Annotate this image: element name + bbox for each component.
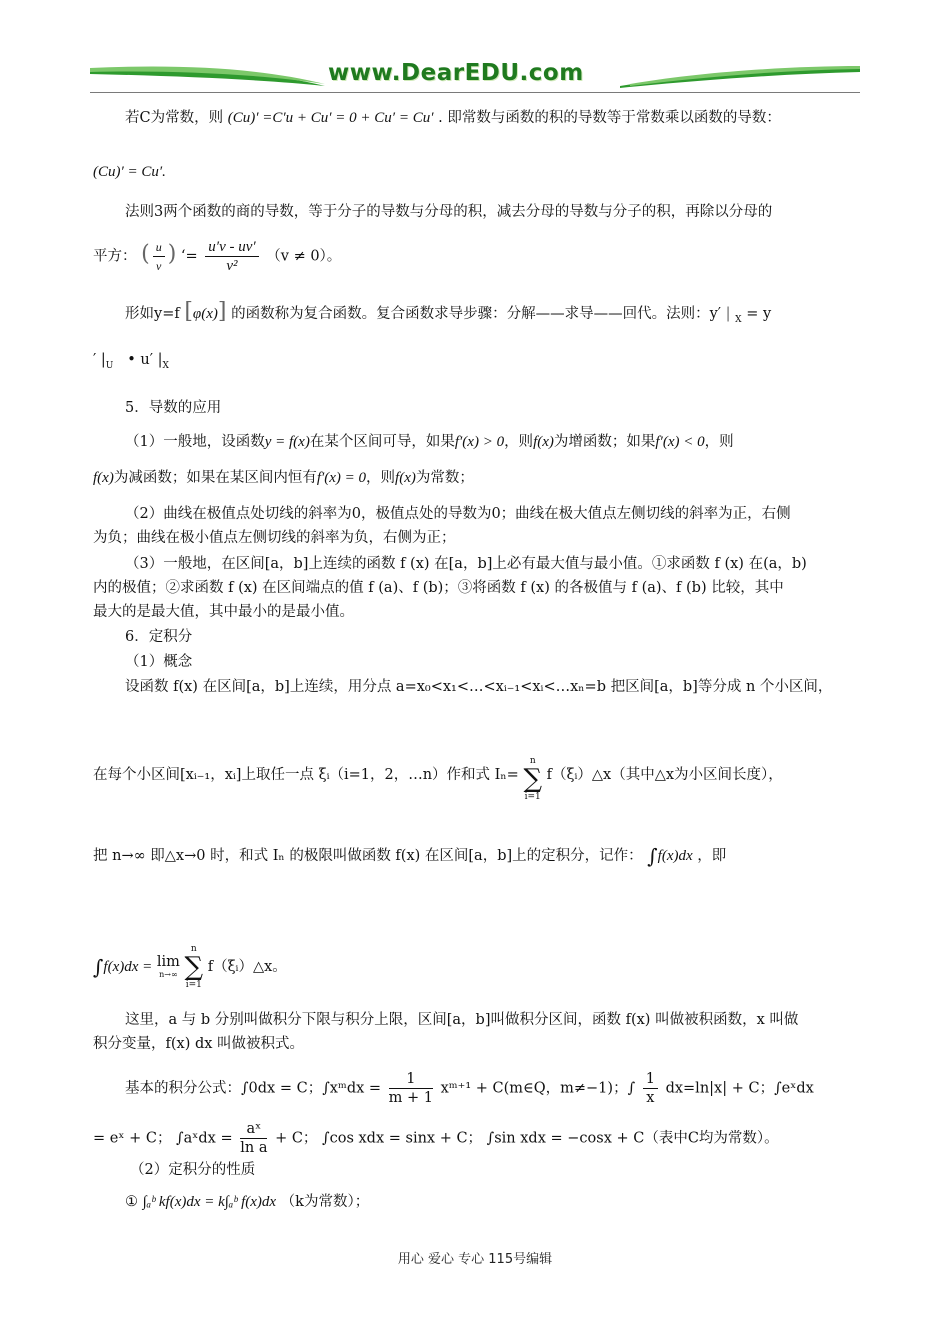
property-1: ① ∫ₐᵇ kf(x)dx = k∫ₐᵇ f(x)dx （k为常数）；	[125, 1194, 370, 1210]
paragraph-partition: 设函数 f(x) 在区间[a，b]上连续，用分点 a=x₀<x₁<…<xᵢ₋₁<xᵢ<…xₙ=b 把区间[a，b]等分成 n 个小区间，	[125, 679, 833, 695]
paren: )	[167, 241, 177, 267]
fraction: $\frac{1}{m + 1}$	[388, 1071, 433, 1106]
paren: (	[141, 241, 150, 267]
page-footer: 用心 爱心 专心 115号编辑	[397, 1252, 553, 1267]
text: 若C为常数，则	[125, 110, 224, 126]
paragraph-maxmin-3: 最大的是最大值，其中最小的是最小值。	[93, 604, 354, 620]
paragraph-extrema-2: 为负；曲线在极小值点左侧切线的斜率为负，右侧为正；	[93, 530, 456, 546]
limit: lim n→∞	[156, 954, 180, 979]
paragraph-basic-formulas-2: = eˣ + C； ∫aˣdx = $\frac{\text{aˣ}}{\text{ln a}}$ + C； ∫cos xdx = sinx + C； ∫sin xdx = −cosx + C（表中C均为常数）。	[93, 1121, 779, 1156]
section-5-title: 5．导数的应用	[125, 400, 222, 416]
text: （v ≠ 0）。	[266, 248, 342, 265]
formula-integral-limit: ∫f(x)dx = lim n→∞ n ∑ i=1 f（ξᵢ）△x。	[93, 944, 287, 990]
paragraph-basic-formulas-1: 基本的积分公式：∫0dx = C；∫xᵐdx = $\frac{1}{m + 1}$ xᵐ⁺¹ + C(m∈Q，m≠−1)；∫ $\frac{1}{x}$ dx=ln|x| + C；∫eˣdx	[125, 1071, 814, 1106]
paragraph-extrema-1: （2）曲线在极值点处切线的斜率为0，极值点处的导数为0；曲线在极大值点左侧切线的斜率为正，右侧	[125, 506, 791, 522]
sum-symbol: n ∑ i=1	[184, 944, 204, 990]
paragraph-maxmin-1: （3）一般地，在区间[a，b]上连续的函数 f (x) 在[a，b]上必有最大值与最小值。①求函数 f (x) 在(a，b)	[125, 556, 807, 572]
paragraph-monotone-1: （1）一般地，设函数y = f(x)在某个区间可导，如果f′(x) > 0，则f(x)为增函数；如果f′(x) < 0，则	[125, 434, 734, 450]
fraction: $\frac{1}{x}$	[643, 1070, 658, 1107]
header-rule	[90, 92, 860, 93]
fraction: $\frac{\text{aˣ}}{\text{ln a}}$	[240, 1121, 268, 1156]
fraction-quotient: $\frac{u'v - uv'}{\text{v²}}$	[205, 238, 258, 275]
paragraph-const-rule	[125, 108, 781, 128]
text: 形如y=f	[125, 306, 180, 322]
text: ‘=	[180, 248, 198, 265]
paragraph-integrand: 积分变量，f(x) dx 叫做被积式。	[93, 1036, 305, 1052]
paragraph-riemann-sum: 在每个小区间[xᵢ₋₁，xᵢ]上取任一点 ξᵢ（i=1，2，…n）作和式 Iₙ= n ∑ i=1 f（ξᵢ）△x（其中△x为小区间长度），	[93, 756, 783, 802]
sum-symbol: n ∑ i=1	[523, 756, 542, 802]
subsection-properties: （2）定积分的性质	[130, 1162, 256, 1178]
paragraph-quotient	[93, 238, 341, 275]
text: 平方：	[93, 248, 137, 265]
subsection-concept: （1）概念	[125, 654, 193, 670]
paragraph-monotone-2: f(x)为减函数；如果在某区间内恒有f′(x) = 0，则f(x)为常数；	[93, 470, 474, 486]
paragraph-maxmin-2: 内的极值；②求函数 f (x) 在区间端点的值 f (a)、f (b)；③将函数 f (x) 的各极值与 f (a)、f (b) 比较，其中	[93, 580, 784, 596]
fraction-uv: $\frac{u}{v}$	[153, 238, 165, 275]
paragraph-definite-integral: 把 n→∞ 即△x→0 时，和式 Iₙ 的极限叫做函数 f(x) 在区间[a，b]上的定积分，记作： ∫f(x)dx ，即	[93, 844, 727, 868]
text: 的函数称为复合函数。复合函数求导步骤：分解——求导——回代。法则：y′	[231, 306, 722, 322]
paragraph-rule3: 法则3两个函数的商的导数，等于分子的导数与分母的积，减去分母的导数与分子的积，再除以分母的	[125, 204, 773, 220]
paragraph-limits-desc: 这里，a 与 b 分别叫做积分下限与积分上限，区间[a，b]叫做积分区间，函数 f(x) 叫做被积函数，x 叫做	[125, 1012, 799, 1028]
site-logo: www.DearEDU.com	[328, 60, 584, 86]
text: . 即常数与函数的积的导数等于常数乘以函数的导数：	[438, 110, 781, 126]
formula: (Cu)′ =C′u + Cu′ = 0 + Cu′ = Cu′	[227, 110, 434, 126]
chain-rule-tail: ′ $|_U$ • u′ $|_X$	[93, 352, 169, 371]
section-6-title: 6．定积分	[125, 629, 193, 645]
formula-cu: (Cu)′ = Cu′.	[93, 164, 166, 180]
text: = y	[746, 306, 772, 322]
paragraph-composite: 形如y=f [φ(x)] 的函数称为复合函数。复合函数求导步骤：分解——求导——回代。法则：y′ | $_X$ = y	[125, 299, 772, 325]
